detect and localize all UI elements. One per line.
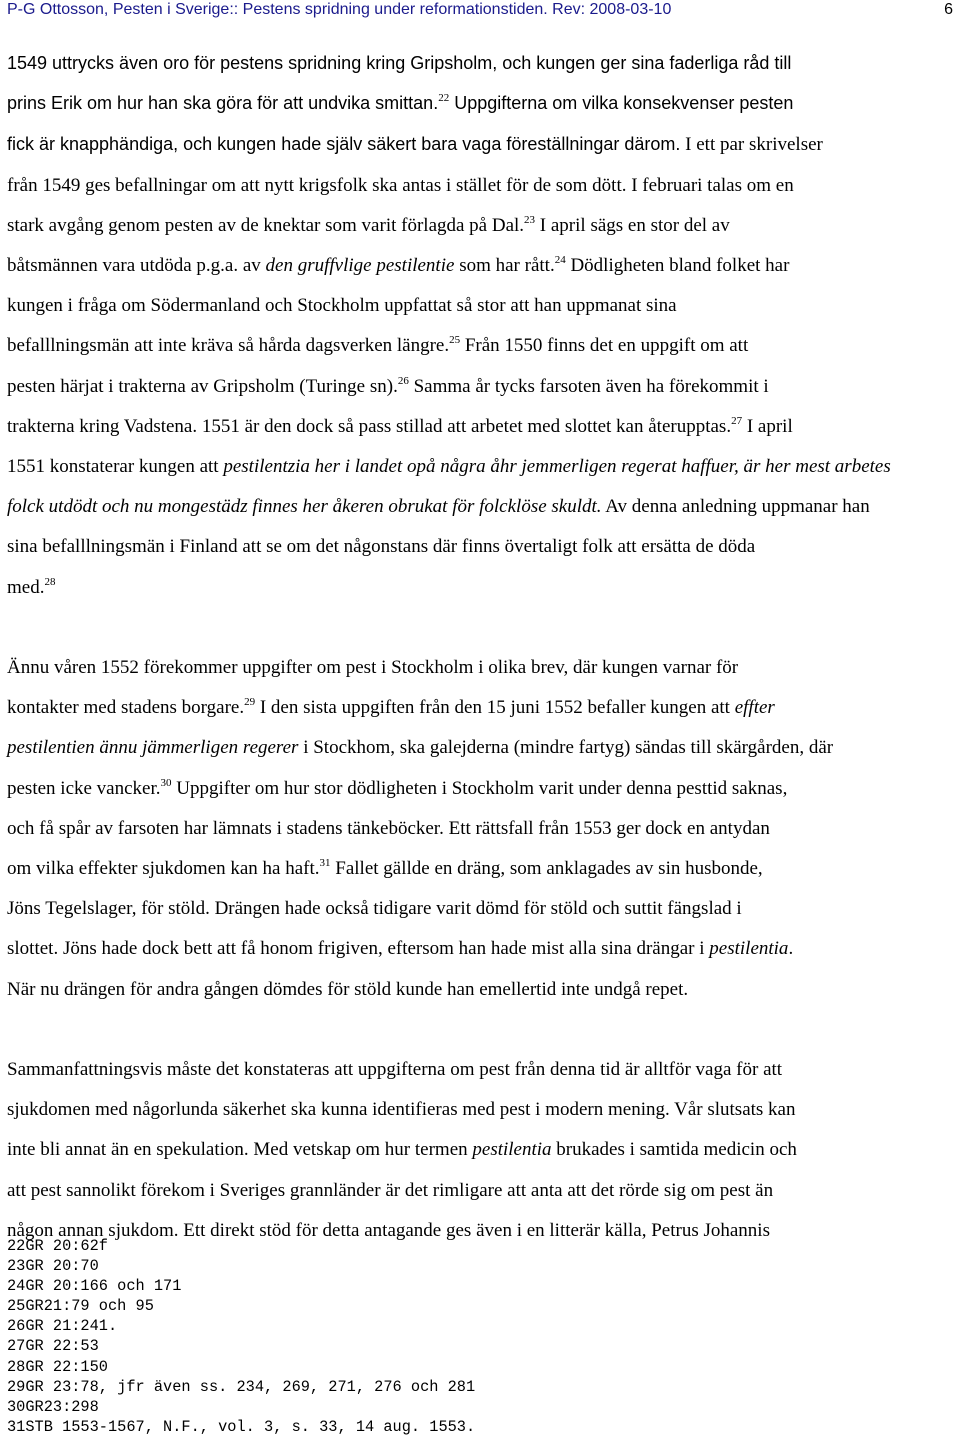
footnote-ref[interactable]: 25 (449, 334, 461, 347)
page-number: 6 (944, 1, 953, 18)
text-line: pesten härjat i trakterna av Gripsholm (Turinge sn).$^{26}$ Samma år tycks farsoten även ha förekommit i (7, 374, 769, 397)
footnote-ref[interactable]: 22 (438, 92, 450, 105)
text-line: slottet. Jöns hade dock bett att få honom frigiven, eftersom han hade mist alla sina drängar i pestilentia. (7, 938, 794, 960)
text-line: båtsmännen vara utdöda p.g.a. av den gruffvlige pestilentie som har rått.$^{24}$ Dödligheten bland folket har (7, 254, 790, 277)
footnote-ref[interactable]: 30 (160, 776, 172, 789)
text-line: kungen i fråga om Södermanland och Stockholm uppfattat så stor att han uppmanat sina (7, 295, 677, 317)
text-line: 1551 konstaterar kungen att pestilentzia her i landet opå några åhr jemmerligen regerat haffuer, är her mest arbetes (7, 456, 891, 478)
footnote-ref[interactable]: 31 (319, 857, 331, 870)
footnote-ref[interactable]: 27 (731, 414, 743, 427)
text-line: befalllningsmän att inte kräva så hårda dagsverken längre.$^{25}$ Från 1550 finns det en uppgift om att (7, 334, 749, 357)
text-line: med.$^{28}$ (7, 575, 56, 598)
footnote-ref[interactable]: 29 (244, 696, 256, 709)
text-line: kontakter med stadens borgare.$^{29}$ I den sista uppgiften från den 15 juni 1552 befaller kungen att effter (7, 696, 775, 719)
text-line: sina befalllningsmän i Finland att se om det någonstans där finns övertaligt folk att ersätta de döda (7, 536, 756, 558)
text-line: och få spår av farsoten har lämnats i stadens tänkeböcker. Ett rättsfall från 1553 ger dock en antydan (7, 817, 770, 839)
footnote: 25GR21:79 och 95 (7, 1297, 154, 1316)
footnote: 27GR 22:53 (7, 1337, 99, 1356)
footnote: 30GR23:298 (7, 1397, 99, 1416)
text-line: från 1549 ges befallningar om att nytt krigsfolk ska antas i stället för de som dött. I februari talas om en (7, 174, 794, 196)
footnote: 31STB 1553-1567, N.F., vol. 3, s. 33, 14 aug. 1553. (7, 1417, 476, 1436)
text-line: att pest sannolikt förekom i Sveriges grannländer är det rimligare att anta att det rörde sig om pest än (7, 1179, 774, 1201)
paragraph-1 (7, 43, 960, 608)
footnote: 24GR 20:166 och 171 (7, 1277, 182, 1296)
text-line: om vilka effekter sjukdomen kan ha haft.$^{31}$ Fallet gällde en dräng, som anklagades av sin husbonde, (7, 857, 763, 880)
footnotes (7, 1236, 475, 1437)
footnote: 29GR 23:78, jfr även ss. 234, 269, 271, 276 och 281 (7, 1377, 476, 1396)
paragraph-2 (7, 648, 960, 1010)
footnote-ref[interactable]: 23 (524, 213, 536, 226)
footnote: 28GR 22:150 (7, 1357, 108, 1376)
text-line: Sammanfattningsvis måste det konstateras att uppgifterna om pest från denna tid är alltför vaga för att (7, 1059, 783, 1081)
text-line: fick är knapphändiga, och kungen hade själv säkert bara vaga föreställningar därom. I ett par skrivelser (7, 134, 823, 156)
document-body (7, 43, 960, 1251)
text-line: någon annan sjukdom. Ett direkt stöd för detta antagande ges även i en litterär källa, Petrus Johannis (7, 1219, 770, 1241)
footnote: 26GR 21:241. (7, 1317, 118, 1336)
footnote-ref[interactable]: 24 (554, 254, 566, 267)
footnote-ref[interactable]: 26 (397, 374, 409, 387)
text-line: sjukdomen med någorlunda säkerhet ska kunna identifieras med pest i modern mening. Vår slutsats kan (7, 1099, 796, 1121)
text-line: prins Erik om hur han ska göra för att undvika smittan.$^{22}$ Uppgifterna om vilka konsekvenser pesten (7, 92, 794, 114)
text-line: 1549 uttrycks även oro för pestens spridning kring Gripsholm, och kungen ger sina faderliga råd till (7, 53, 792, 73)
text-line: stark avgång genom pesten av de knektar som varit förlagda på Dal.$^{23}$ I april sägs en stor del av (7, 213, 730, 236)
document-title: P-G Ottosson, Pesten i Sverige:: Pestens spridning under reformationstiden. Rev: 2008-03-10 (7, 1, 672, 18)
text-line: pestilentien ännu jämmerligen regerer i Stockhom, ska galejderna (mindre fartyg) sändas till skärgården, där (7, 737, 834, 759)
footnote: 23GR 20:70 (7, 1257, 99, 1276)
page-header (7, 1, 953, 21)
text-line: inte bli annat än en spekulation. Med vetskap om hur termen pestilentia brukades i samtida medicin och (7, 1139, 797, 1161)
text-line: När nu drängen för andra gången dömdes för stöld kunde han emellertid inte undgå repet. (7, 978, 689, 1000)
text-line: folck utdödt och nu mongestädz finnes her åkeren obrukat för folcklöse skuldt. Av denna anledning uppmanar han (7, 496, 870, 518)
text-line: Jöns Tegelslager, för stöld. Drängen hade också tidigare varit dömd för stöld och suttit fängslad i (7, 898, 742, 920)
text-line: Ännu våren 1552 förekommer uppgifter om pest i Stockholm i olika brev, där kungen varnar för (7, 657, 739, 679)
text-line: pesten icke vancker.$^{30}$ Uppgifter om hur stor dödligheten i Stockholm varit under denna pesttid saknas, (7, 776, 788, 799)
text-line: trakterna kring Vadstena. 1551 är den dock så pass stillad att arbetet med slottet kan återupptas.$^{27}$ I april (7, 414, 793, 437)
paragraph-3 (7, 1050, 960, 1251)
footnote-ref[interactable]: 28 (44, 575, 56, 588)
footnote: 22GR 20:62f (7, 1237, 108, 1255)
